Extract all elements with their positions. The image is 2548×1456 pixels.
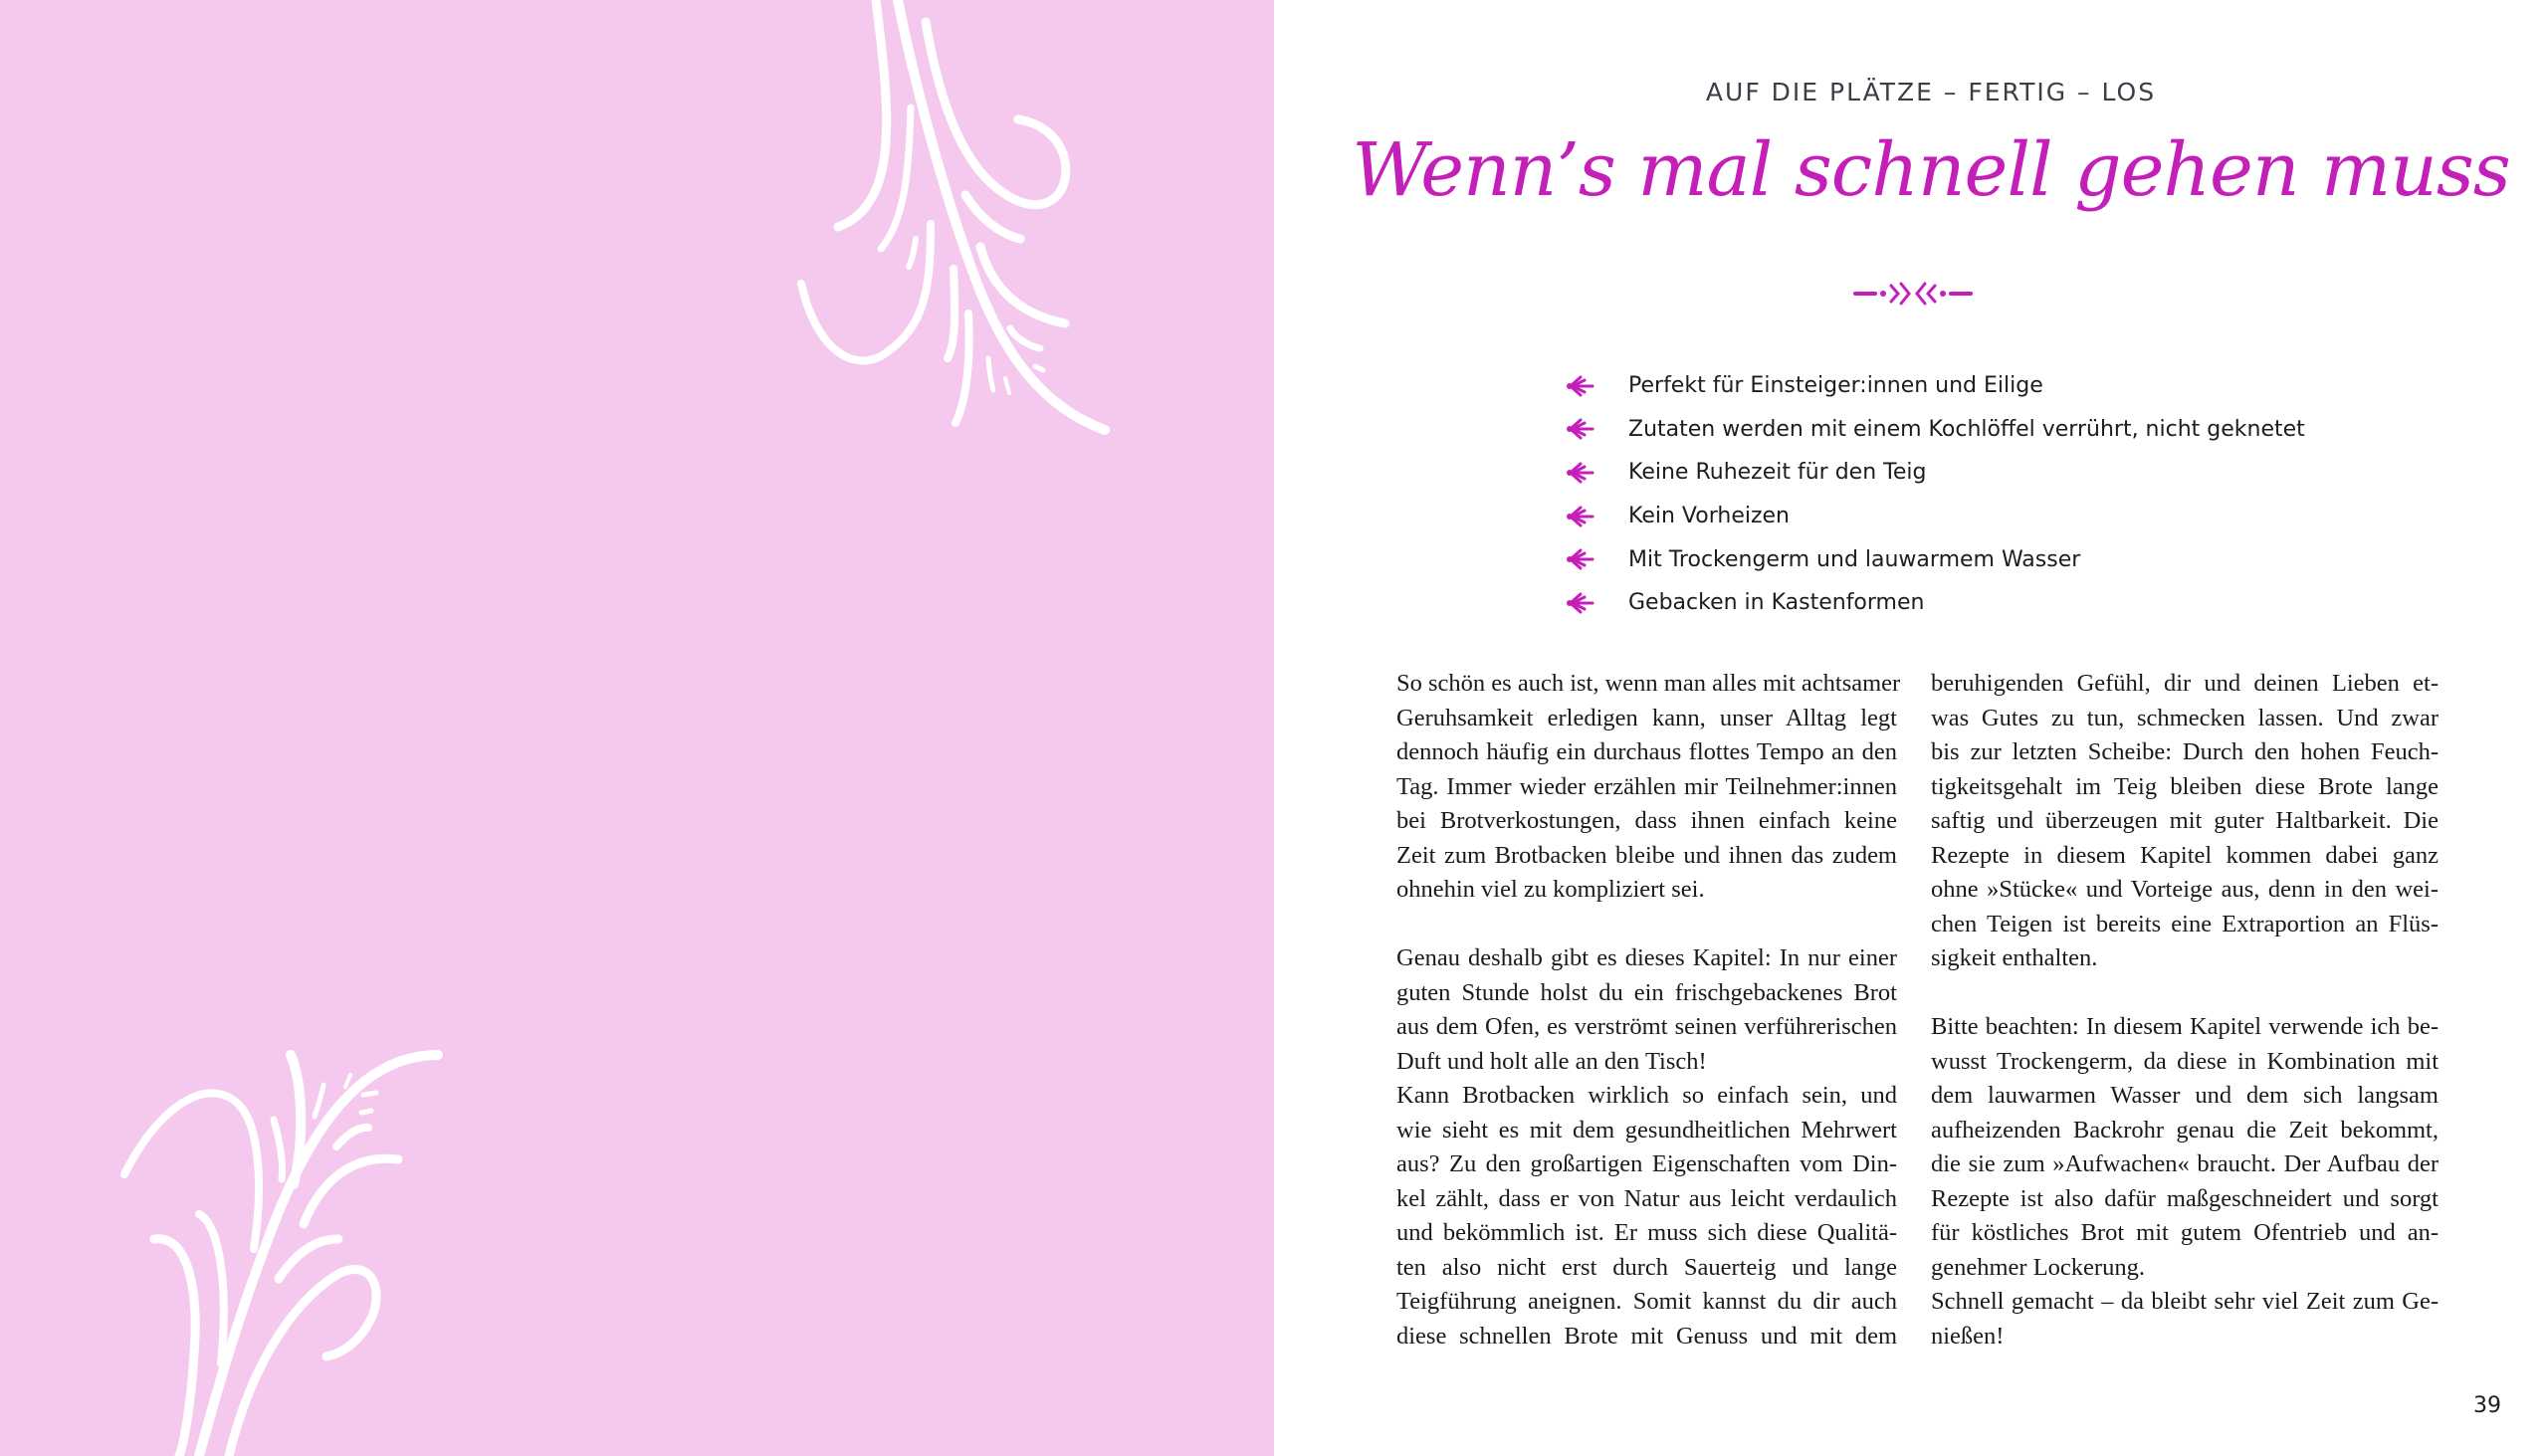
body-line: guten Stunde holst du ein frischgebackenes Brot	[1396, 978, 1897, 1006]
body-paragraph	[1396, 1079, 1897, 1353]
body-paragraph	[1396, 667, 1901, 908]
body-line: beruhigenden Gefühl, dir und deinen Lieben et-	[1931, 670, 2439, 697]
body-line: nießen!	[1931, 1322, 2005, 1350]
feature-text: Perfekt für Einsteiger:innen und Eilige	[1628, 373, 2043, 399]
fleuron-bullet-icon	[1563, 506, 1596, 527]
body-paragraph	[1931, 1010, 2439, 1285]
body-line: aus dem Ofen, es verströmt seinen verführerischen	[1396, 1013, 1897, 1040]
body-column-left	[1396, 667, 1901, 1353]
body-line: Duft und holt alle an den Tisch!	[1396, 1047, 1707, 1075]
feature-text: Kein Vorheizen	[1628, 504, 1790, 529]
body-line: und bekömmlich ist. Er muss sich diese Qualitä-	[1396, 1219, 1897, 1246]
fleuron-bullet-icon	[1563, 548, 1596, 570]
body-line: Genau deshalb gibt es dieses Kapitel: In nur einer	[1396, 944, 1897, 971]
feature-item	[1563, 408, 2305, 452]
body-line: Geruhsamkeit erledigen kann, unser Alltag legt	[1396, 704, 1897, 731]
feature-text: Gebacken in Kastenformen	[1628, 590, 1925, 616]
body-line: genehmer Lockerung.	[1931, 1253, 2145, 1281]
body-paragraph	[1396, 941, 1897, 1079]
body-line: wie sieht es mit dem gesundheitlichen Mehrwert	[1396, 1116, 1897, 1144]
body-line: Bitte beachten: In diesem Kapitel verwende ich be-	[1931, 1013, 2439, 1040]
fleuron-bullet-icon	[1563, 418, 1596, 440]
fleuron-bullet-icon	[1563, 375, 1596, 397]
feature-item	[1563, 581, 2305, 625]
body-paragraph	[1931, 667, 2439, 976]
body-paragraph	[1931, 1285, 2439, 1353]
body-line: ohne »Stücke« und Vorteige aus, denn in den wei-	[1931, 876, 2439, 903]
body-line: kel zählt, dass er von Natur aus leicht verdaulich	[1396, 1184, 1897, 1212]
body-line: So schön es auch ist, wenn man alles mit achtsamer	[1396, 670, 1901, 697]
body-line: diese schnellen Brote mit Genuss und mit dem	[1396, 1322, 1897, 1350]
right-content-page	[1274, 0, 2548, 1456]
body-line: ohnehin viel zu kompliziert sei.	[1396, 876, 1705, 903]
body-line: die sie zum »Aufwachen« braucht. Der Aufbau der	[1931, 1150, 2439, 1177]
body-line: dennoch häufig ein durchaus flottes Tempo an den	[1396, 738, 1897, 765]
body-line: wusst Trockengerm, da diese in Kombination mit	[1931, 1047, 2439, 1075]
body-line: Kann Brotbacken wirklich so einfach sein, und	[1396, 1082, 1897, 1109]
body-line: Tag. Immer wieder erzählen mir Teilnehmer:innen	[1396, 772, 1897, 800]
body-line: aufheizenden Backrohr genau die Zeit bekommt,	[1931, 1116, 2439, 1144]
body-line: Rezepte in diesem Kapitel kommen dabei ganz	[1931, 841, 2439, 869]
body-line: saftig und überzeugen mit guter Haltbarkeit. Die	[1931, 807, 2439, 834]
fleuron-bullet-icon	[1563, 462, 1596, 484]
chapter-kicker: AUF DIE PLÄTZE – FERTIG – LOS	[1705, 78, 2157, 106]
body-line: dem lauwarmen Wasser und dem sich langsam	[1931, 1082, 2439, 1109]
feature-item	[1563, 537, 2305, 581]
chapter-title: Wenn’s mal schnell gehen muss	[1352, 127, 2510, 213]
feature-item	[1563, 451, 2305, 495]
body-line: Rezepte ist also dafür maßgeschneidert und sorgt	[1931, 1184, 2439, 1212]
body-line: bei Brotverkostungen, dass ihnen einfach keine	[1396, 807, 1897, 834]
feature-text: Mit Trockengerm und lauwarmem Wasser	[1628, 546, 2081, 572]
body-line: Teigführung aneignen. Somit kannst du dir auch	[1396, 1288, 1897, 1315]
floral-flourish-bottom-icon	[100, 1025, 458, 1456]
body-line: für köstliches Brot mit gutem Ofentrieb und an-	[1931, 1219, 2439, 1246]
floral-flourish-top-icon	[776, 0, 1135, 458]
fleuron-bullet-icon	[1563, 592, 1596, 614]
body-line: ten also nicht erst durch Sauerteig und lange	[1396, 1253, 1897, 1281]
body-line: was Gutes zu tun, schmecken lassen. Und zwar	[1931, 704, 2439, 731]
feature-text: Keine Ruhezeit für den Teig	[1628, 460, 1927, 486]
body-line: aus? Zu den großartigen Eigenschaften vom Din-	[1396, 1150, 1897, 1177]
body-line: Schnell gemacht – da bleibt sehr viel Zeit zum Ge-	[1931, 1288, 2439, 1315]
body-line: sigkeit enthalten.	[1931, 944, 2098, 971]
body-line: chen Teigen ist bereits eine Extraportion an Flüs-	[1931, 910, 2439, 937]
feature-item	[1563, 495, 2305, 538]
body-line: bis zur letzten Scheibe: Durch den hohen Feuch-	[1931, 738, 2439, 765]
body-line: Zeit zum Brotbacken bleibe und ihnen das zudem	[1396, 841, 1897, 869]
feature-text: Zutaten werden mit einem Kochlöffel verrührt, nicht geknetet	[1628, 416, 2305, 442]
page-number: 39	[2473, 1393, 2501, 1418]
feature-list	[1563, 364, 2305, 625]
body-line: tigkeitsgehalt im Teig bleiben diese Brote lange	[1931, 772, 2439, 800]
body-column-right	[1931, 667, 2439, 1353]
feature-item	[1563, 364, 2305, 408]
ornament-divider-icon	[1853, 281, 1973, 307]
